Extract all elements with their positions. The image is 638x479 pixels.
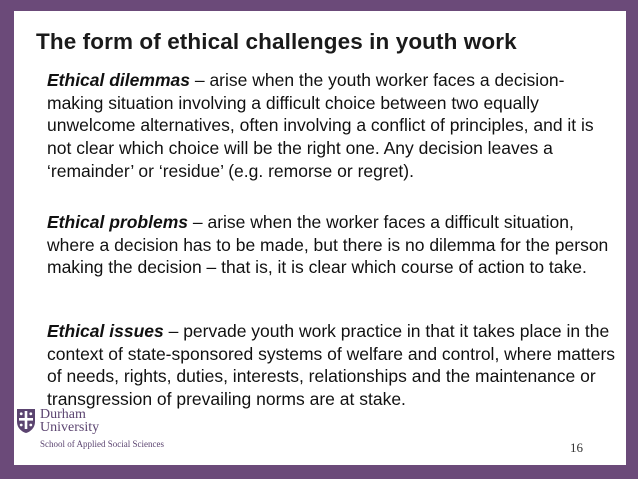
paragraph-ethical-issues xyxy=(47,320,617,411)
school-name: School of Applied Social Sciences xyxy=(40,439,164,449)
definition-ethical-problems: – arise when the worker faces a difficult situation, where a decision has to be made, but there is no dilemma for the person making the decision – that is, it is clear which course of action to take. xyxy=(47,212,609,278)
paragraph-ethical-problems xyxy=(47,211,617,279)
university-label: University xyxy=(40,420,100,435)
paragraph-ethical-dilemmas xyxy=(47,69,617,183)
university-name: Durham xyxy=(40,407,86,422)
term-ethical-dilemmas: Ethical dilemmas xyxy=(47,70,190,90)
university-logo xyxy=(14,408,194,458)
term-ethical-problems: Ethical problems xyxy=(47,212,189,232)
definition-ethical-issues: – pervade youth work practice in that it takes place in the context of state-sponsored systems of welfare and control, where matters of needs, rights, duties, interests, relationships and the maintenance or transgression of prevailing norms are at stake. xyxy=(47,321,616,410)
definition-ethical-dilemmas: – arise when the youth worker faces a decision-making situation involving a difficult choice between two equally unwelcome alternatives, often involving a conflict of principles, and it is not clear which choice will be the right one. Any decision leaves a ‘remainder’ or ‘residue’ (e.g. remorse or regret). xyxy=(47,70,594,181)
slide-title: The form of ethical challenges in youth work xyxy=(36,29,517,54)
term-ethical-issues: Ethical issues xyxy=(47,321,164,341)
slide xyxy=(14,11,626,465)
page-number: 16 xyxy=(570,440,583,455)
durham-crest-icon xyxy=(16,408,36,434)
